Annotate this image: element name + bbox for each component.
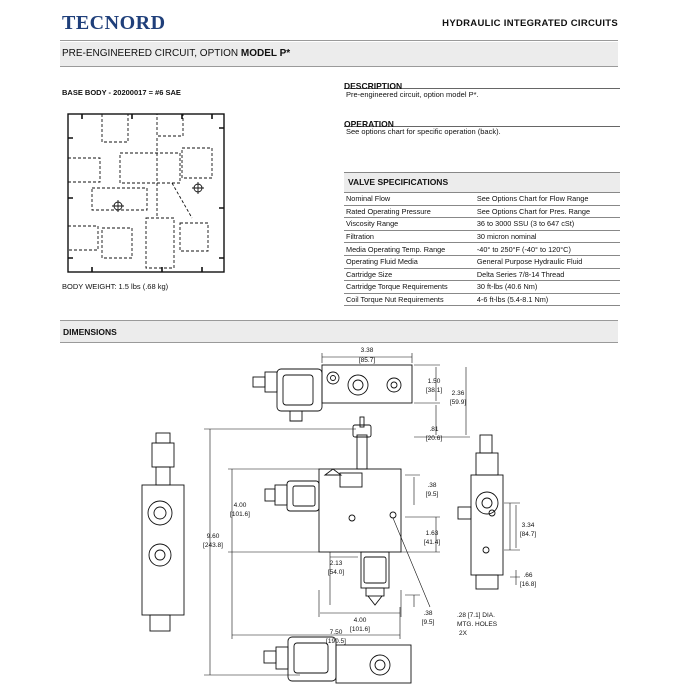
spec-value: 30 ft-lbs (40.6 Nm) (475, 281, 620, 294)
spec-value: See Options Chart for Pres. Range (475, 205, 620, 218)
mounting-holes-label: MTG. HOLES (457, 621, 498, 628)
spec-value: -40° to 250°F (-40° to 120°C) (475, 243, 620, 256)
dim-0-66-mm: [16.8] (519, 581, 537, 588)
spec-value: Delta Series 7/8-14 Thread (475, 268, 620, 281)
dim-1-50-mm: [38.1] (425, 387, 443, 394)
left-side-view (142, 433, 184, 631)
description-header-box (344, 76, 620, 89)
table-row (344, 255, 620, 268)
spec-label: Coil Torque Nut Requirements (344, 293, 475, 306)
dim-4-00-a: 4.00 (233, 502, 247, 509)
table-row (344, 243, 620, 256)
page-title: HYDRAULIC INTEGRATED CIRCUITS (442, 18, 618, 29)
front-view (265, 417, 401, 605)
spec-label: Media Operating Temp. Range (344, 243, 475, 256)
table-row (344, 230, 620, 243)
dim-7-50: 7.50 (329, 629, 343, 636)
table-row (344, 293, 620, 306)
spec-label: Rated Operating Pressure (344, 205, 475, 218)
dim-0-81: .81 (429, 426, 439, 433)
dim-1-50: 1.50 (427, 378, 441, 385)
header-divider (60, 40, 618, 41)
dim-0-38-b: .38 (423, 610, 433, 617)
table-row (344, 218, 620, 231)
dim-9-60-mm: [243.8] (203, 542, 223, 549)
body-weight: BODY WEIGHT: 1.5 lbs (.68 kg) (62, 282, 169, 291)
dim-3-34: 3.34 (521, 522, 535, 529)
operation-text: See options chart for specific operation (back). (346, 127, 501, 136)
table-row (344, 205, 620, 218)
spec-label: Nominal Flow (344, 193, 475, 205)
valve-specs-table (344, 193, 620, 306)
dim-4-00-b-mm: [101.6] (350, 626, 370, 633)
table-row (344, 281, 620, 294)
subtitle-model: MODEL P* (240, 48, 291, 59)
dim-2-13-mm: [54.0] (327, 569, 345, 576)
dim-1-63-mm: [41.4] (423, 539, 441, 546)
dimensions-bar-bottom (60, 342, 618, 343)
table-row (344, 193, 620, 205)
spec-label: Filtration (344, 230, 475, 243)
dimensions-heading: DIMENSIONS (63, 327, 117, 337)
dim-3-38-mm: [85.7] (358, 357, 376, 364)
spec-value: See Options Chart for Flow Range (475, 193, 620, 205)
mounting-holes-dia: .28 [7.1] DIA. (457, 612, 495, 619)
right-side-view (458, 435, 503, 589)
dim-0-38-a: .38 (427, 482, 437, 489)
top-view (253, 365, 412, 421)
table-row (344, 268, 620, 281)
spec-label: Cartridge Torque Requirements (344, 281, 475, 294)
dim-3-34-mm: [84.7] (519, 531, 537, 538)
valve-specs-heading: VALVE SPECIFICATIONS (348, 177, 449, 187)
dim-4-00-b: 4.00 (353, 617, 367, 624)
dim-0-38-b-mm: [9.5] (421, 619, 435, 626)
spec-label: Operating Fluid Media (344, 255, 475, 268)
spec-label: Cartridge Size (344, 268, 475, 281)
operation-header-box (344, 114, 620, 127)
base-body-label: BASE BODY - 20200017 = #6 SAE (62, 88, 181, 97)
spec-label: Viscosity Range (344, 218, 475, 231)
spec-value: 4-6 ft-lbs (5.4-8.1 Nm) (475, 293, 620, 306)
dim-0-66: .66 (523, 572, 533, 579)
dimensions-bar (60, 321, 618, 342)
subtitle-prefix: PRE-ENGINEERED CIRCUIT, OPTION (62, 48, 241, 59)
spec-value: 30 micron nominal (475, 230, 620, 243)
dim-3-38: 3.38 (360, 347, 374, 354)
dim-2-36-mm: [59.9] (449, 399, 467, 406)
operation-heading: OPERATION (344, 119, 394, 129)
subtitle (62, 48, 290, 59)
spec-value: 36 to 3000 SSU (3 to 647 cSt) (475, 218, 620, 231)
description-text: Pre-engineered circuit, option model P*. (346, 90, 479, 99)
subtitle-divider (60, 66, 618, 67)
brand-logo: TECNORD (62, 12, 166, 34)
dim-0-81-mm: [20.6] (425, 435, 443, 442)
mounting-holes-count: 2X (459, 630, 467, 637)
dimensions-drawing (0, 345, 700, 700)
dim-2-13: 2.13 (329, 560, 343, 567)
dim-7-50-mm: [190.5] (326, 638, 346, 645)
dim-0-38-a-mm: [9.5] (425, 491, 439, 498)
base-body-drawing (62, 108, 232, 278)
dim-9-60: 9.60 (206, 533, 220, 540)
dim-4-00-a-mm: [101.6] (230, 511, 250, 518)
spec-value: General Purpose Hydraulic Fluid (475, 255, 620, 268)
description-heading: DESCRIPTION (344, 81, 403, 91)
dim-1-63: 1.63 (425, 530, 439, 537)
dim-2-36: 2.36 (451, 390, 465, 397)
